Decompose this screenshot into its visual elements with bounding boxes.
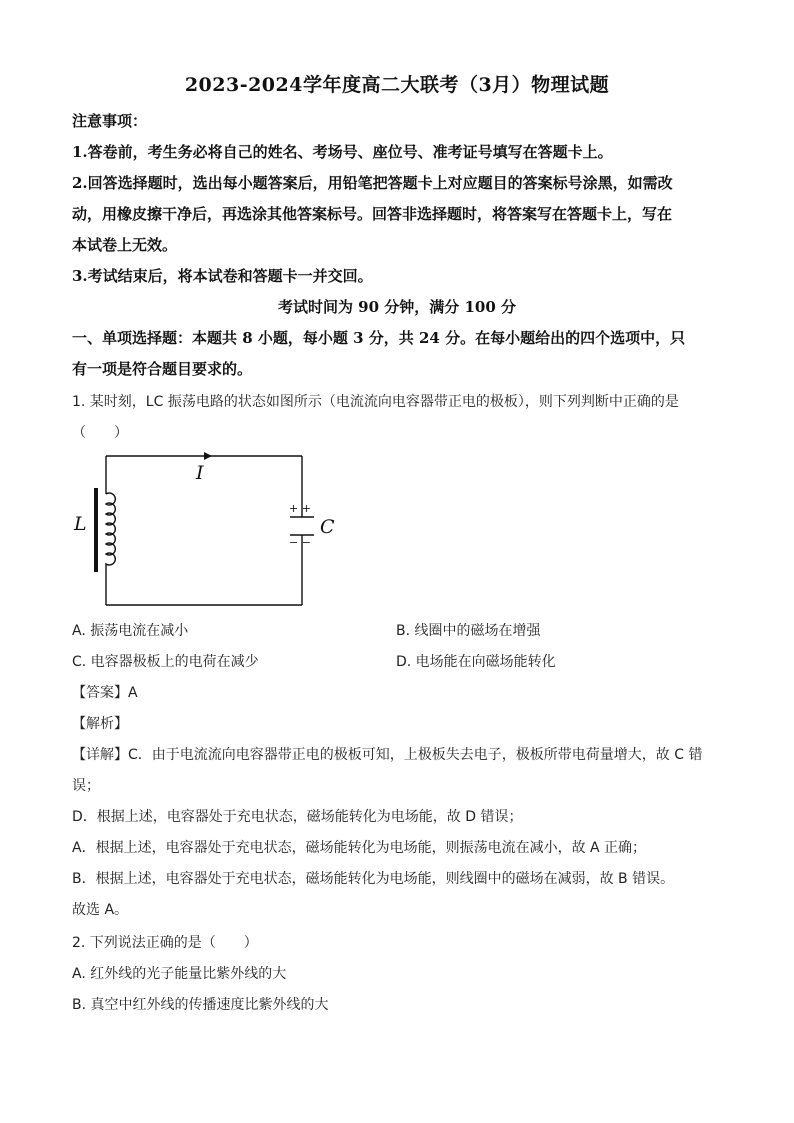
- q2-option-a: A. 红外线的光子能量比紫外线的大: [72, 966, 287, 982]
- q2-option-b: B. 真空中红外线的传播速度比紫外线的大: [72, 997, 329, 1013]
- notice-heading: 注意事项：: [72, 112, 148, 130]
- capacitor-minus-signs: − −: [289, 536, 311, 549]
- inductor-core: [94, 488, 98, 572]
- exam-time-line: 考试时间为 90 分钟，满分 100 分: [277, 298, 517, 316]
- notice-item-1: 1.答卷前，考生务必将自己的姓名、考场号、座位号、准考证号填写在答题卡上。: [72, 143, 613, 161]
- capacitor-plus-signs: + +: [289, 502, 311, 515]
- q1-detail-5: B．根据上述，电容器处于充电状态，磁场能转化为电场能，则线圈中的磁场在减弱，故 B 错误。: [72, 871, 675, 887]
- section1-heading-cont: 有一项是符合题目要求的。: [72, 360, 253, 378]
- q1-option-c: C. 电容器极板上的电荷在减少: [72, 654, 259, 670]
- q1-detail-4: A．根据上述，电容器处于充电状态，磁场能转化为电场能，则振荡电流在减小，故 A 正确；: [72, 840, 647, 856]
- q1-option-d: D. 电场能在向磁场能转化: [396, 654, 556, 670]
- q1-conclusion: 故选 A。: [72, 902, 129, 918]
- notice-item-2: 2.回答选择题时，选出每小题答案后，用铅笔把答题卡上对应题目的答案标号涂黑，如需改: [72, 174, 673, 192]
- q1-detail-2: 误；: [72, 778, 100, 794]
- capacitor-label: C: [320, 516, 335, 538]
- lc-circuit-figure: [68, 446, 338, 612]
- q1-answer: 【答案】A: [72, 685, 138, 701]
- exam-title: 2023-2024学年度高二大联考（3月）物理试题: [184, 74, 610, 96]
- q1-stem: 1. 某时刻，LC 振荡电路的状态如图所示（电流流向电容器带正电的极板），则下列判断中正确的是: [72, 394, 679, 410]
- q1-detail-1: 【详解】C．由于电流流向电容器带正电的极板可知，上极板失去电子，极板所带电荷量增大，故 C 错: [72, 747, 703, 763]
- current-arrow-icon: [204, 452, 212, 460]
- q1-stem-paren: （ ）: [72, 425, 128, 441]
- q2-stem: 2. 下列说法正确的是（ ）: [72, 935, 258, 951]
- notice-item-2-end: 本试卷上无效。: [72, 236, 178, 254]
- section1-heading: 一、单项选择题：本题共 8 小题，每小题 3 分，共 24 分。在每小题给出的四个选项中，只: [72, 329, 686, 347]
- q1-analysis-tag: 【解析】: [72, 716, 128, 732]
- current-label: I: [196, 462, 204, 484]
- notice-item-3: 3.考试结束后，将本试卷和答题卡一并交回。: [72, 267, 373, 285]
- q1-detail-3: D．根据上述，电容器处于充电状态，磁场能转化为电场能，故 D 错误；: [72, 809, 523, 825]
- inductor-coil: [106, 493, 115, 570]
- notice-item-2-cont: 动，用橡皮擦干净后，再选涂其他答案标号。回答非选择题时，将答案写在答题卡上，写在: [72, 205, 673, 223]
- q1-option-a: A. 振荡电流在减小: [72, 623, 189, 639]
- inductor-label: L: [74, 513, 87, 535]
- q1-option-b: B. 线圈中的磁场在增强: [396, 623, 541, 639]
